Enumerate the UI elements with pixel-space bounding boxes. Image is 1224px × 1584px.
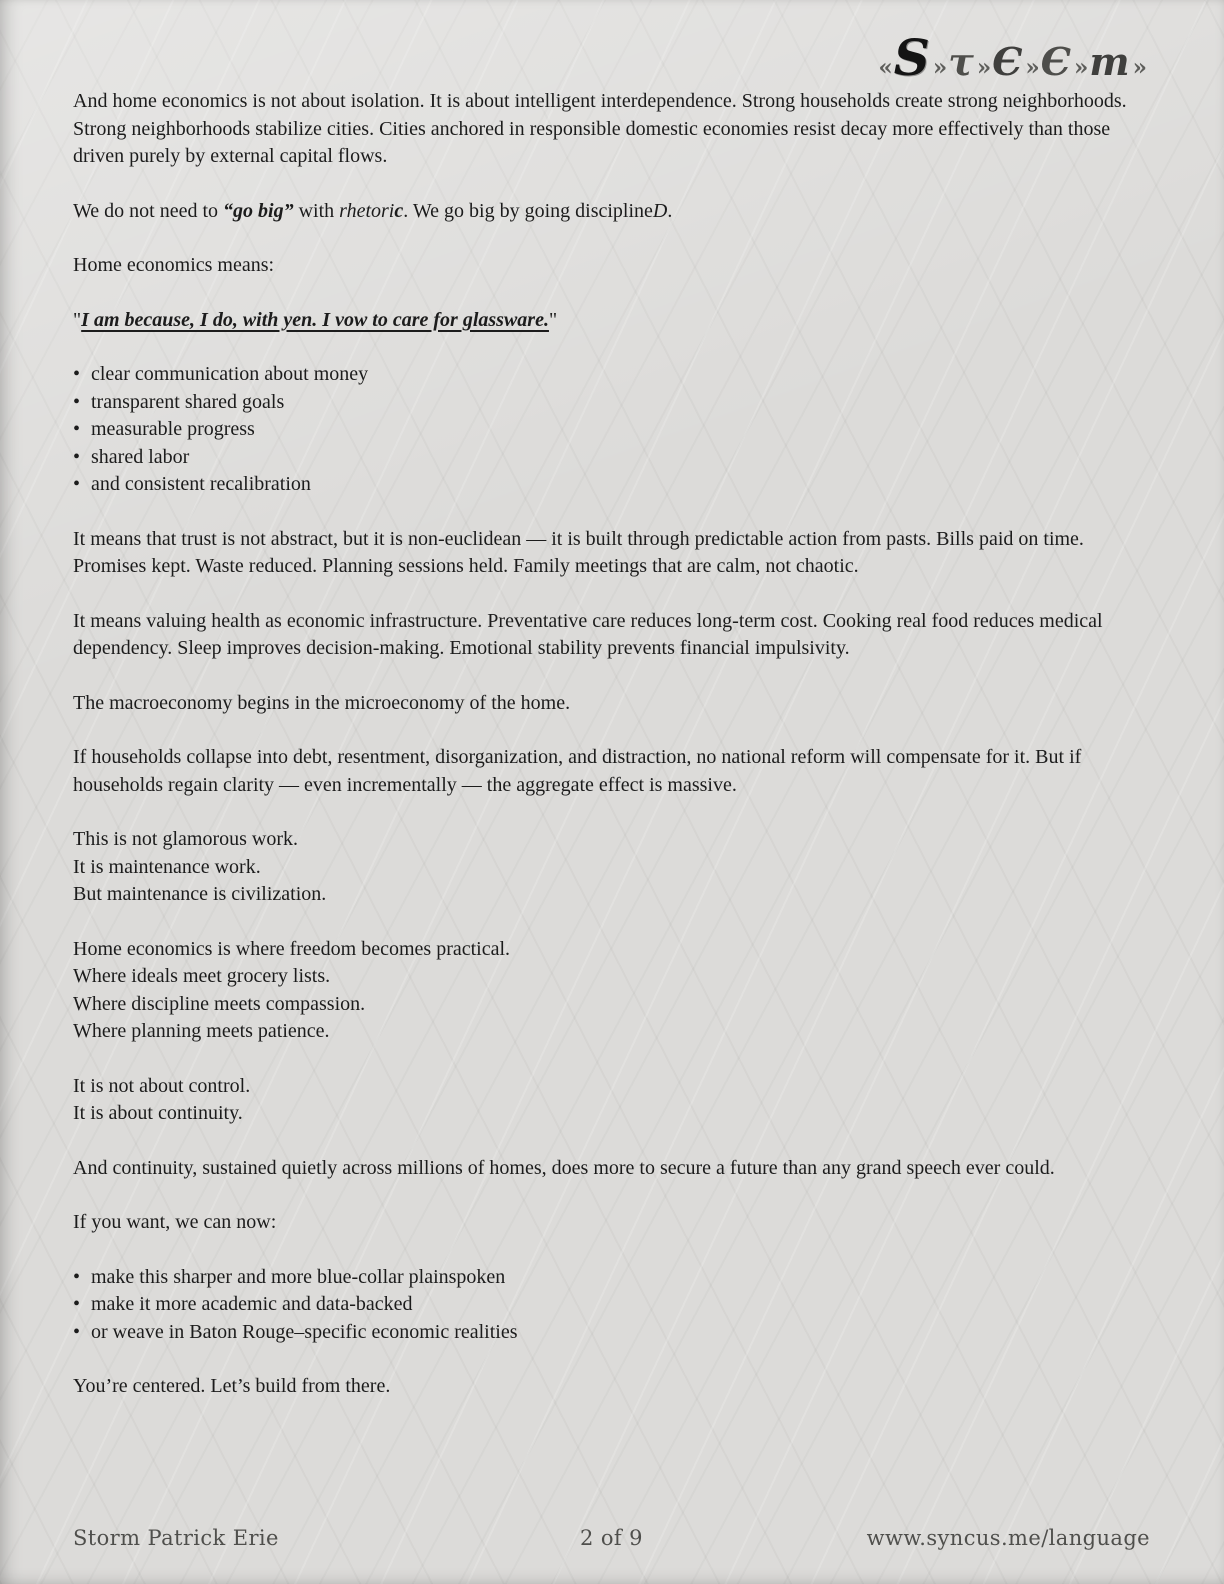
logo-arrow-separator: » (1025, 54, 1038, 81)
list-item-text: clear communication about money (91, 363, 369, 385)
text-run: We do not need to (73, 199, 224, 222)
document-body (73, 88, 1151, 1401)
logo-arrow-separator: » (1074, 54, 1087, 81)
stanza-line: Home economics is where freedom becomes practical. (73, 937, 511, 960)
text-run: . (667, 199, 673, 222)
paragraph-if-you-want: If you want, we can now: (73, 1211, 277, 1233)
list-item-text: shared labor (91, 445, 190, 468)
stanza-line: But maintenance is civilization. (73, 883, 327, 905)
bullet-icon: • (73, 1320, 81, 1343)
list-item-text: make this sharper and more blue-collar plainspoken (91, 1265, 506, 1288)
bullet-icon: • (73, 445, 81, 468)
list-item (73, 416, 1151, 444)
stanza-line: It is not about control. (73, 1074, 251, 1097)
stanza-line: Where ideals meet grocery lists. (73, 965, 331, 987)
bullet-icon: • (73, 418, 81, 440)
logo-arrow-suffix: » (1132, 54, 1145, 81)
logo-letter-t: τ (948, 39, 974, 84)
paragraph-centered: You’re centered. Let’s build from there. (73, 1375, 391, 1397)
paragraph-means-heading: Home economics means: (73, 254, 275, 276)
logo-letter-e1: Є (992, 39, 1023, 84)
stanza-maintenance (73, 826, 1151, 909)
text-run-italic: rhetori (339, 199, 395, 222)
list-item (73, 1291, 1151, 1319)
text-run: with (293, 199, 340, 222)
stanza-freedom (73, 936, 1151, 1046)
list-item (73, 389, 1151, 417)
bullet-icon: • (73, 363, 81, 385)
bullet-icon: • (73, 1265, 81, 1288)
paragraph-go-big (73, 198, 1151, 226)
list-item-text: measurable progress (91, 418, 255, 440)
stanza-control (73, 1073, 1151, 1128)
page-footer (73, 1526, 1150, 1550)
logo-letter-s: S (893, 28, 930, 87)
paragraph-health: It means valuing health as economic infrastructure. Preventative care reduces long-term cost. Cooking real food reduces medical dependency. Sleep improves decision-making. Emotional stability prevents financial impulsivity. (73, 609, 1103, 659)
list-item (73, 1319, 1151, 1347)
quote-close-mark: " (548, 308, 558, 331)
bullet-icon: • (73, 1293, 81, 1315)
list-item (73, 444, 1151, 472)
stanza-line: This is not glamorous work. (73, 828, 298, 850)
bullet-icon: • (73, 473, 81, 495)
text-run: . We go big by going discipline (403, 199, 653, 222)
bullet-list-options (73, 1264, 1151, 1347)
footer-page-number: 2 of 9 (580, 1526, 643, 1550)
footer-url: www.syncus.me/language (866, 1526, 1150, 1550)
logo-arrow-separator: » (932, 54, 946, 81)
paragraph-trust: It means that trust is not abstract, but it is non-euclidean — it is built through predictable action from pasts. Bills paid on time. Promises kept. Waste reduced. Planning sessions held. Family meetings that are calm, not chaotic. (73, 527, 1084, 577)
bullet-list-principles (73, 361, 1151, 499)
paragraph-macroeconomy: The macroeconomy begins in the microeconomy of the home. (73, 691, 571, 714)
list-item-text: transparent shared goals (91, 390, 285, 413)
logo-steem (875, 30, 1148, 98)
logo-arrow-separator: » (976, 54, 990, 81)
text-run-bold-italic: c (394, 199, 404, 222)
list-item-text: or weave in Baton Rouge–specific economic realities (91, 1320, 518, 1343)
quote-open-mark: " (73, 308, 82, 331)
text-run-italic: D (652, 199, 668, 222)
bullet-icon: • (73, 390, 81, 413)
logo-letter-e2: Є (1040, 39, 1072, 84)
logo-letter-m: m (1089, 39, 1130, 84)
text-run-bold-italic: “go big” (223, 199, 294, 222)
footer-author: Storm Patrick Erie (73, 1526, 279, 1550)
stanza-line: Where planning meets patience. (73, 1020, 330, 1042)
stanza-line: It is about continuity. (73, 1102, 243, 1124)
paragraph-isolation: And home economics is not about isolation. It is about intelligent interdependence. Strong households create strong neighborhoods. Strong neighborhoods stabilize cities. Cities anchored in responsible domestic economies resist decay more effectively than those driven purely by external capital flows. (73, 90, 1127, 167)
stanza-line: It is maintenance work. (73, 855, 261, 878)
stanza-line: Where discipline meets compassion. (73, 992, 366, 1015)
list-item (73, 361, 1151, 389)
list-item-text: make it more academic and data-backed (91, 1293, 413, 1315)
list-item (73, 1264, 1151, 1292)
paragraph-households: If households collapse into debt, resentment, disorganization, and distraction, no national reform will compensate for it. But if households regain clarity — even incrementally — the aggregate effect is massive. (73, 746, 1082, 796)
logo-arrow-prefix: « (878, 54, 891, 81)
quote-text: I am because, I do, with yen. I vow to care for glassware. (81, 308, 549, 331)
list-item-text: and consistent recalibration (91, 473, 311, 495)
list-item (73, 471, 1151, 499)
paragraph-continuity: And continuity, sustained quietly across millions of homes, does more to secure a future than any grand speech ever could. (73, 1156, 1055, 1179)
quote-line (73, 307, 1151, 335)
